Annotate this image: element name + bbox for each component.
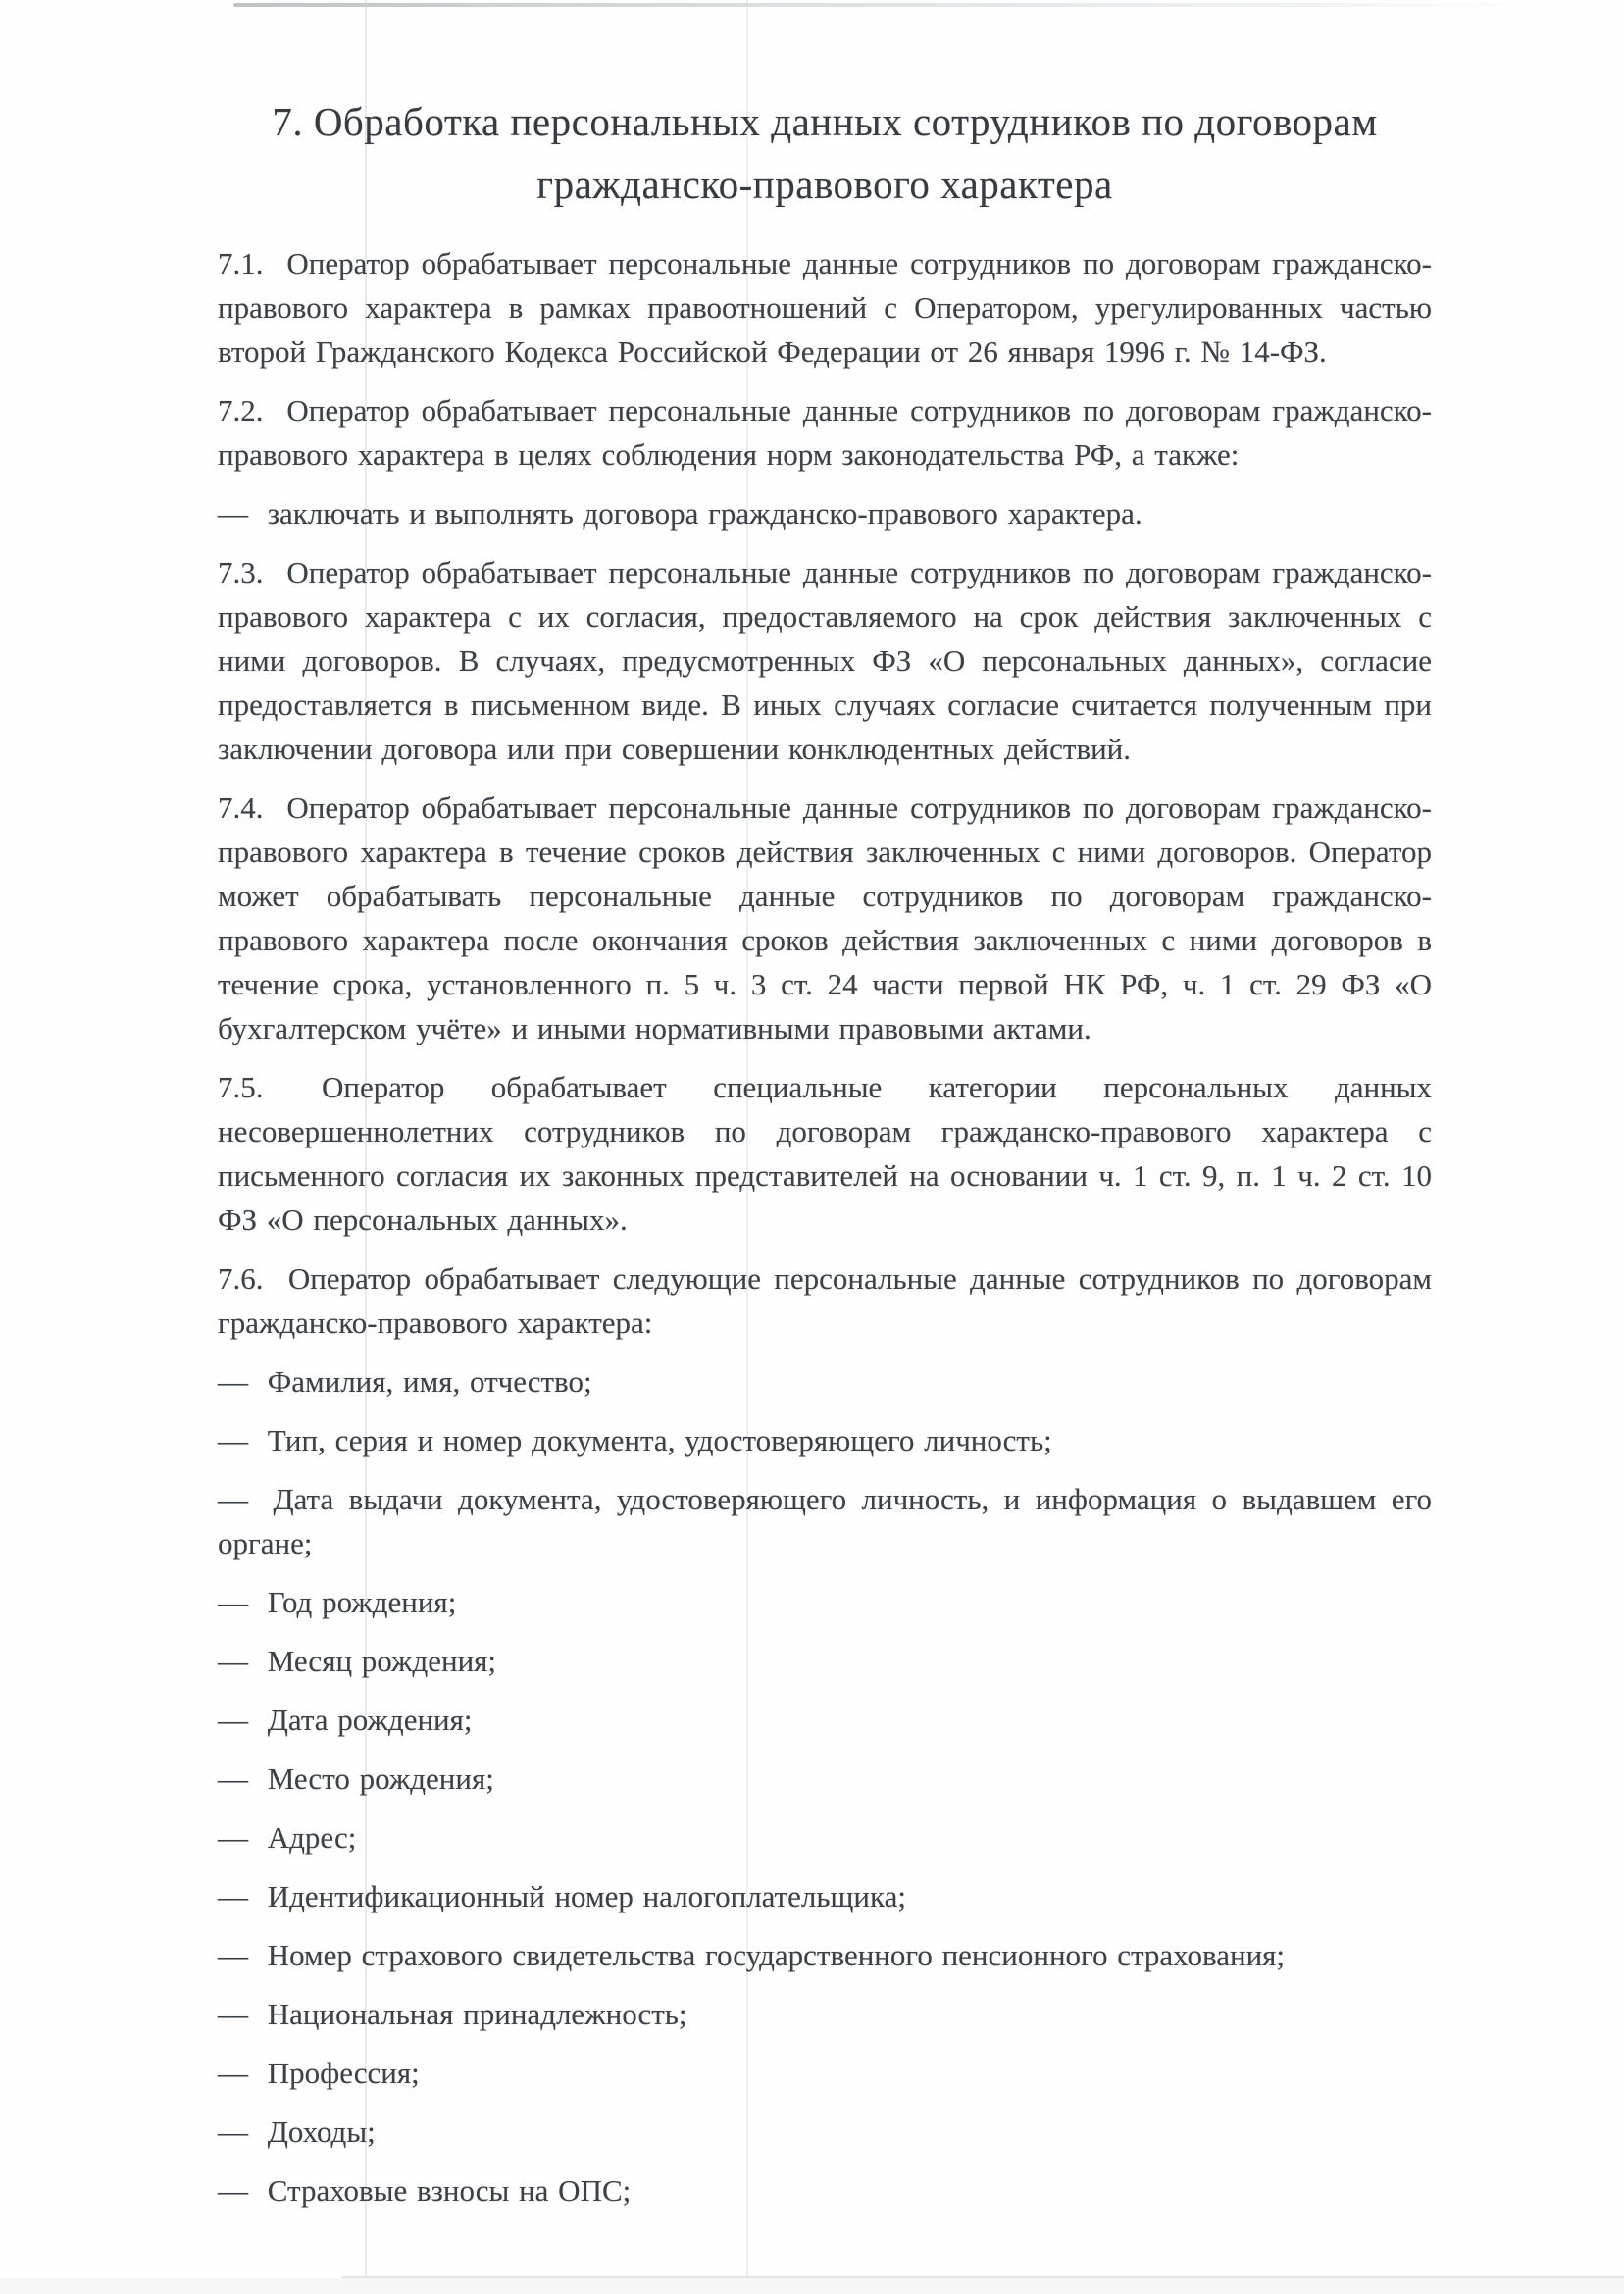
clause-text: Оператор обрабатывает персональные данные сотрудников по договорам гражданско-правового характера в рамках правоотношений с Оператором, урегулированных частью второй Гражданского Кодекса Российской Федерации от 26 января 1996 г. № 14-ФЗ.	[218, 246, 1432, 369]
list-item	[218, 1757, 1432, 1801]
dash-marker: —	[218, 1644, 248, 1678]
clause-number: 7.2.	[218, 393, 264, 428]
list-item	[218, 1477, 1432, 1565]
list-item	[218, 1933, 1432, 1977]
list-item	[218, 2110, 1432, 2154]
clause-text: Оператор обрабатывает персональные данные сотрудников по договорам гражданско-правового характера в течение сроков действия заключенных с ними договоров. Оператор может обрабатывать персональные данные сотрудников по договорам гражданско-правового характера после окончания сроков действия заключенных с ними договоров в течение срока, установленного п. 5 ч. 3 ст. 24 части первой НК РФ, ч. 1 ст. 29 ФЗ «О бухгалтерском учёте» и иными нормативными правовыми актами.	[218, 790, 1432, 1045]
list-item	[218, 1639, 1432, 1683]
dash-marker: —	[218, 1482, 248, 1516]
dash-marker: —	[218, 1585, 248, 1619]
list-item-text: Национальная принадлежность;	[267, 1997, 687, 2031]
list-item-text: Номер страхового свидетельства государственного пенсионного страхования;	[267, 1938, 1286, 1972]
list-item-text: Профессия;	[267, 2056, 420, 2090]
heading-line-2: гражданско-правового характера	[536, 162, 1113, 207]
clause-number: 7.5.	[218, 1070, 264, 1104]
list-item	[218, 1580, 1432, 1624]
dash-marker: —	[218, 2056, 248, 2090]
list-item-text: Страховые взносы на ОПС;	[267, 2173, 632, 2208]
document-body	[218, 90, 1432, 2227]
dash-marker: —	[218, 2115, 248, 2149]
section-heading	[218, 90, 1432, 216]
list-item	[218, 1418, 1432, 1462]
list-item	[218, 1874, 1432, 1918]
paragraph-7-3	[218, 550, 1432, 771]
clause-number: 7.3.	[218, 555, 264, 589]
dash-marker: —	[218, 2173, 248, 2208]
list-item	[218, 1815, 1432, 1860]
dash-marker: —	[218, 1761, 248, 1796]
clause-number: 7.1.	[218, 246, 264, 280]
scan-artifact-top-edge-line	[233, 3, 1528, 7]
dash-marker: —	[218, 1997, 248, 2031]
list-item-text: Месяц рождения;	[267, 1644, 497, 1678]
clause-number: 7.6.	[218, 1261, 264, 1296]
list-item	[218, 1359, 1432, 1403]
clause-text: Оператор обрабатывает следующие персональные данные сотрудников по договорам гражданско-правового характера:	[218, 1261, 1433, 1340]
list-item-text: Тип, серия и номер документа, удостоверяющего личность;	[267, 1423, 1052, 1457]
dash-marker: —	[218, 1423, 248, 1457]
list-item-text: Адрес;	[267, 1820, 357, 1855]
list-item-text: Фамилия, имя, отчество;	[267, 1364, 592, 1399]
heading-line-1: 7. Обработка персональных данных сотрудников по договорам	[272, 99, 1378, 144]
purpose-item-text: заключать и выполнять договора гражданско-правового характера.	[267, 496, 1142, 531]
clause-text: Оператор обрабатывает персональные данные сотрудников по договорам гражданско-правового характера в целях соблюдения норм законодательства РФ, а также:	[218, 393, 1432, 472]
dash-marker: —	[218, 1879, 248, 1913]
list-item-text: Идентификационный номер налогоплательщика;	[267, 1879, 906, 1913]
list-item	[218, 2168, 1432, 2213]
list-item	[218, 1992, 1432, 2036]
list-item-text: Место рождения;	[267, 1761, 494, 1796]
purpose-list-item	[218, 491, 1432, 535]
dash-marker: —	[218, 496, 248, 531]
scan-artifact-bottom-band	[0, 2278, 1624, 2294]
list-item-text: Дата рождения;	[267, 1703, 473, 1737]
clause-text: Оператор обрабатывает персональные данные сотрудников по договорам гражданско-правового характера с их согласия, предоставляемого на срок действия заключенных с ними договоров. В случаях, предусмотренных ФЗ «О персональных данных», согласие предоставляется в письменном виде. В иных случаях согласие считается полученным при заключении договора или при совершении конклюдентных действий.	[218, 555, 1432, 766]
dash-marker: —	[218, 1820, 248, 1855]
dash-marker: —	[218, 1364, 248, 1399]
list-item-text: Доходы;	[267, 2115, 376, 2149]
dash-marker: —	[218, 1938, 248, 1972]
list-item	[218, 1698, 1432, 1742]
clause-number: 7.4.	[218, 790, 264, 825]
paragraph-7-4	[218, 786, 1432, 1050]
list-item-text: Дата выдачи документа, удостоверяющего личность, и информация о выдавшем его органе;	[218, 1482, 1433, 1560]
list-item-text: Год рождения;	[267, 1585, 457, 1619]
personal-data-list	[218, 1359, 1432, 2213]
dash-marker: —	[218, 1703, 248, 1737]
paragraph-7-1	[218, 241, 1432, 374]
list-item	[218, 2051, 1432, 2095]
paragraph-7-2	[218, 388, 1432, 477]
paragraph-7-5	[218, 1065, 1432, 1242]
clause-text: Оператор обрабатывает специальные категории персональных данных несовершеннолетних сотрудников по договорам гражданско-правового характера с письменного согласия их законных представителей на основании ч. 1 ст. 9, п. 1 ч. 2 ст. 10 ФЗ «О персональных данных».	[218, 1070, 1433, 1237]
paragraph-7-6	[218, 1256, 1432, 1345]
